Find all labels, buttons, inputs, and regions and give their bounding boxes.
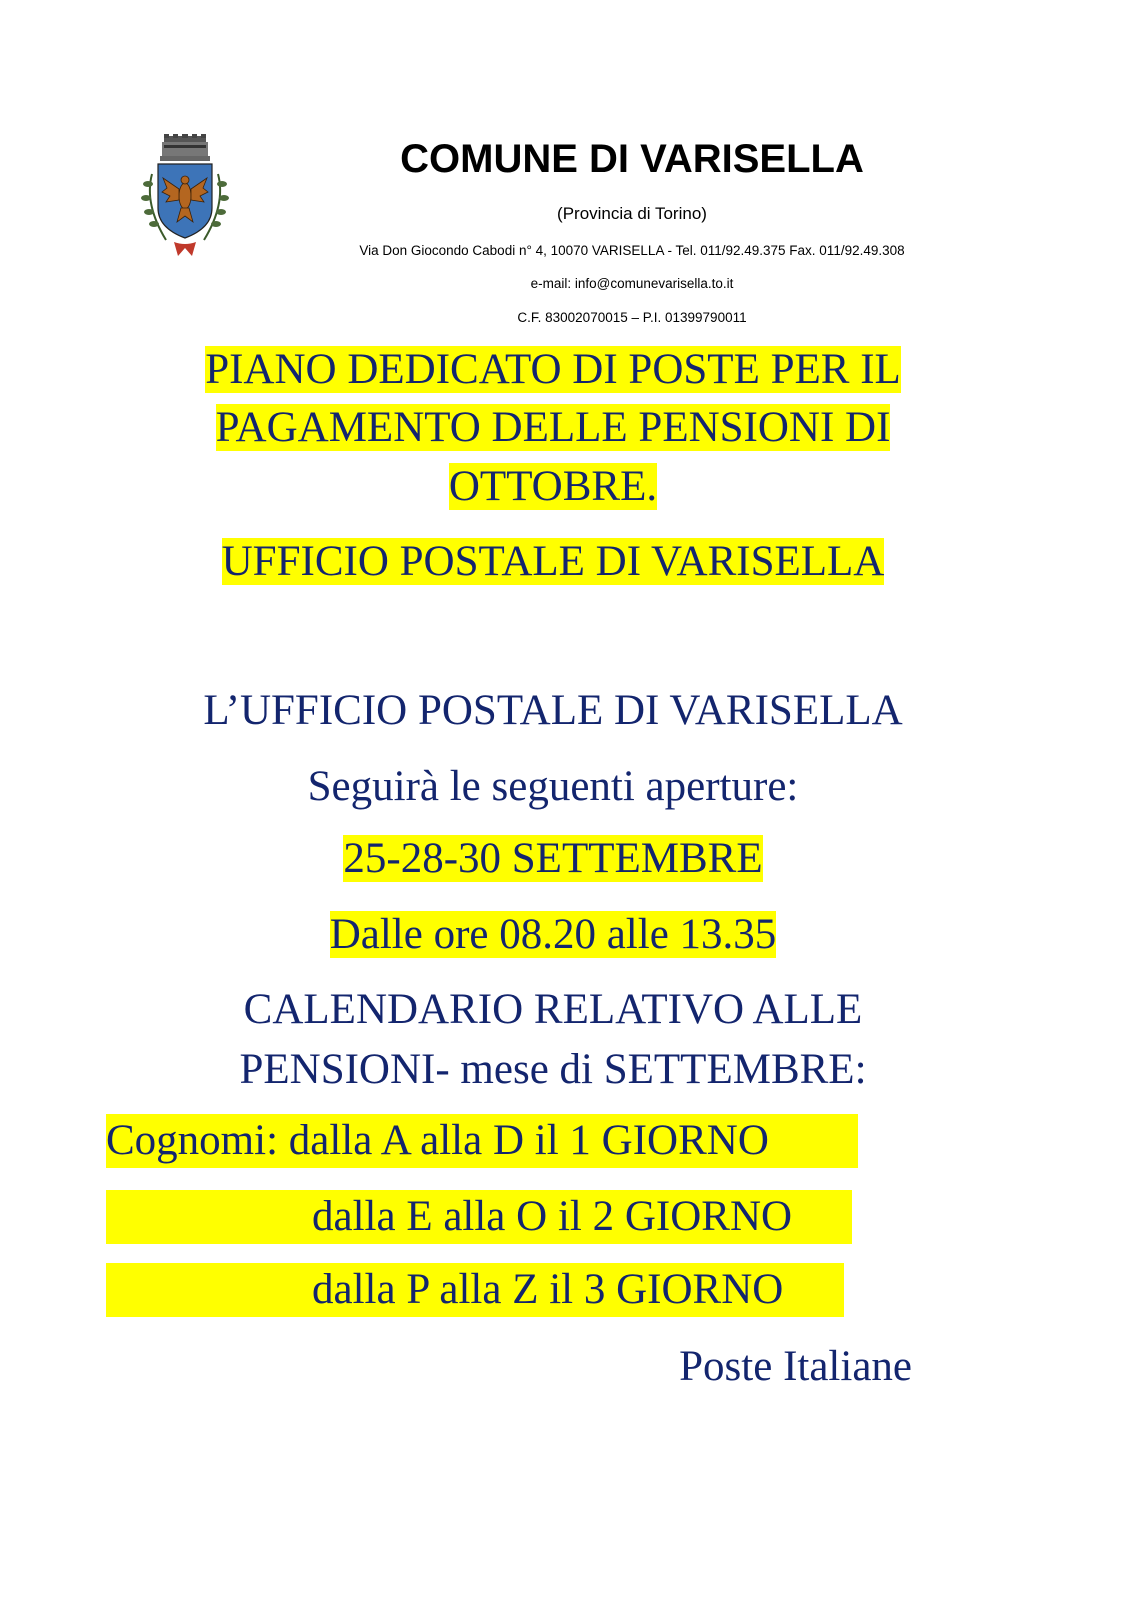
email-text: e-mail: info@comunevarisella.to.it [530,276,734,291]
address-text: Via Don Giocondo Cabodi n° 4, 10070 VARISELLA - Tel. 011/92.49.375 Fax. 011/92.49.308 [359,243,905,258]
coat-of-arms-logo [136,134,234,260]
notice-title-line-2: PAGAMENTO DELLE PENSIONI DI [215,404,891,451]
schedule-row-3: dalla P alla Z il 3 GIORNO [106,1263,844,1317]
calendar-heading-line-2: PENSIONI- mese di SETTEMBRE: [239,1046,867,1093]
openings-intro: Seguirà le seguenti aperture: [307,763,799,810]
opening-dates: 25-28-30 SETTEMBRE [343,835,763,882]
schedule-row-1: Cognomi: dalla A alla D il 1 GIORNO [106,1114,858,1168]
schedule-row-2: dalla E alla O il 2 GIORNO [106,1190,852,1244]
province-text: (Provincia di Torino) [557,204,707,223]
office-intro: L’UFFICIO POSTALE DI VARISELLA [203,687,903,734]
office-heading: UFFICIO POSTALE DI VARISELLA [221,538,885,585]
opening-hours: Dalle ore 08.20 alle 13.35 [329,911,777,958]
municipality-title: COMUNE DI VARISELLA [400,137,864,181]
notice-title-line-3: OTTOBRE. [448,463,658,510]
signature: Poste Italiane [679,1343,912,1390]
calendar-heading-line-1: CALENDARIO RELATIVO ALLE [243,986,863,1033]
notice-title-line-1: PIANO DEDICATO DI POSTE PER IL [205,346,901,393]
fiscal-code-text: C.F. 83002070015 – P.I. 01399790011 [517,310,747,325]
